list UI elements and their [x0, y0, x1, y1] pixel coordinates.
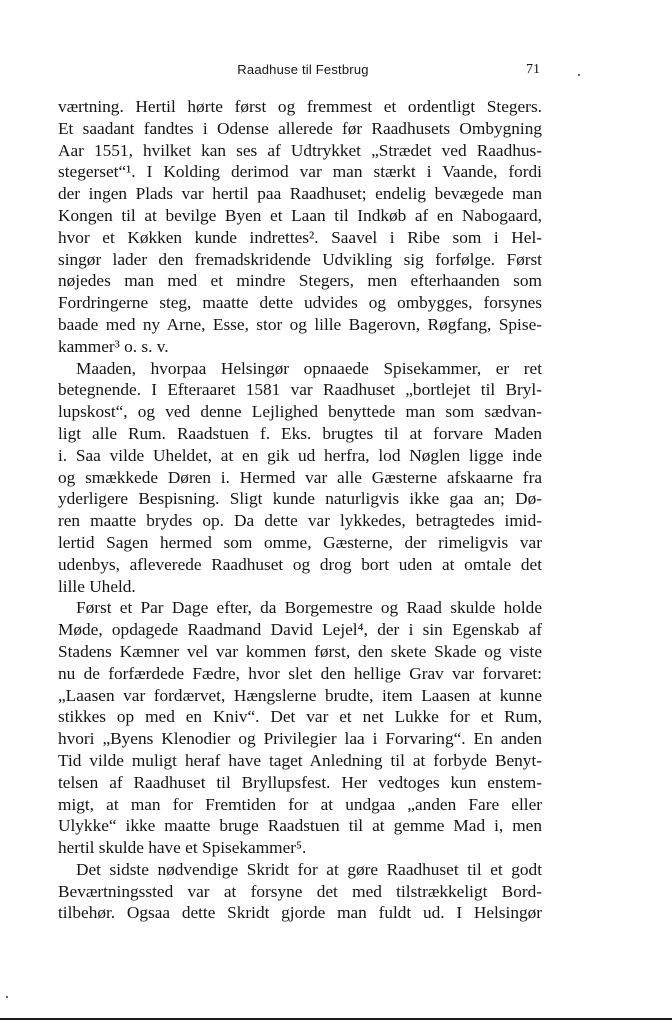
- text-line: telsen af Raadhuset til Bryllupsfest. Her vedtoges kun enstem-: [58, 772, 542, 792]
- text-line: ren maatte brydes op. Da dette var lykkedes, betragtedes imid-: [58, 511, 542, 531]
- text-line: der ingen Plads var hertil paa Raadhuset; endelig bevægede man: [58, 184, 542, 204]
- text-line: hvori „Byens Klenodier og Privilegier laa i Forvaring“. En anden: [58, 729, 542, 749]
- scan-speck: [6, 996, 8, 998]
- text-line: ligt alle Rum. Raadstuen f. Eks. brugtes til at forvare Maden: [58, 423, 542, 443]
- paragraph-1: [58, 96, 542, 358]
- text-line: singør lader den fremadskridende Udvikling sig forfølge. Først: [58, 249, 542, 269]
- text-line: Stadens Kæmner vel var kommen først, den skete Skade og viste: [58, 641, 542, 661]
- text-line: Tid vilde muligt heraf have taget Anledning til at forbyde Benyt-: [58, 750, 542, 770]
- text-line: i. Saa vilde Uheldet, at en gik ud herfra, lod Nøglen ligge inde: [58, 445, 542, 465]
- text-line: Fordringerne steg, maatte dette udvides og ombygges, forsynes: [58, 293, 542, 313]
- page-number: 71: [526, 62, 540, 77]
- text-line: migt, at man for Fremtiden for at undgaa „anden Fare eller: [58, 794, 542, 814]
- text-line: Ulykke“ ikke maatte bruge Raadstuen til at gemme Mad i, men: [58, 816, 542, 836]
- text-line: udenbys, afleverede Raadhuset og drog bort uden at omtale det: [58, 554, 542, 574]
- text-line: baade med ny Arne, Esse, stor og lille Bagerovn, Røgfang, Spise-: [58, 314, 542, 334]
- text-line: yderligere Bespisning. Sligt kunde naturligvis ikke gaa an; Dø-: [58, 489, 542, 509]
- text-line: tilbehør. Ogsaa dette Skridt gjorde man fuldt ud. I Helsingør: [58, 903, 542, 923]
- text-line: lertid Sagen hermed som omme, Gæsterne, der rimeligvis var: [58, 532, 542, 552]
- body-text: [58, 96, 542, 924]
- page-header: [58, 62, 548, 82]
- text-line: lupskost“, og ved denne Lejlighed benyttede man som sædvan-: [58, 402, 542, 422]
- text-line: Beværtningssted var at forsyne det med tilstrækkeligt Bord-: [58, 881, 542, 901]
- scan-bottom-edge: [0, 1018, 672, 1020]
- text-line: kammer³ o. s. v.: [58, 336, 169, 356]
- text-line: hertil skulde have et Spisekammer⁵.: [58, 838, 307, 858]
- text-line: nu de forfærdede Fædre, hvor slet den hellige Grav var forvaret:: [58, 663, 542, 683]
- text-line: nøjedes man med et mindre Stegers, men efterhaanden som: [58, 271, 542, 291]
- text-line: betegnende. I Efteraaret 1581 var Raadhuset „bortlejet til Bryl-: [58, 380, 542, 400]
- text-line: værtning. Hertil hørte først og fremmest et ordentligt Stegers.: [58, 97, 542, 116]
- text-line: Først et Par Dage efter, da Borgemestre og Raad skulde holde: [76, 598, 542, 618]
- text-line: Et saadant fandtes i Odense allerede før Raadhusets Ombygning: [58, 118, 542, 138]
- text-line: Aar 1551, hvilket kan ses af Udtrykket „Strædet ved Raadhus-: [58, 140, 542, 160]
- text-line: Det sidste nødvendige Skridt for at gøre Raadhuset til et godt: [76, 859, 542, 879]
- text-line: og smækkede Døren i. Hermed var alle Gæsterne afskaarne fra: [58, 467, 542, 487]
- text-line: stegerset“¹. I Kolding derimod var man stærkt i Vaande, fordi: [58, 162, 542, 182]
- text-line: stikkes op med en Kniv“. Det var et net Lukke for et Rum,: [58, 707, 542, 727]
- text-line: hvor et Køkken kunde indrettes². Saavel i Ribe som i Hel-: [58, 227, 542, 247]
- text-line: lille Uheld.: [58, 576, 136, 596]
- text-line: „Laasen var fordærvet, Hængslerne brudte, item Laasen at kunne: [58, 685, 542, 705]
- text-line: Maaden, hvorpaa Helsingør opnaaede Spisekammer, er ret: [76, 358, 542, 378]
- paragraph-2: [58, 358, 542, 598]
- running-title: Raadhuse til Festbrug: [237, 62, 369, 77]
- paragraph-3: [58, 597, 542, 859]
- paragraph-4: [58, 859, 542, 924]
- text-line: Kongen til at bevilge Byen et Laan til Indkøb af en Nabogaard,: [58, 205, 542, 225]
- text-line: Møde, opdagede Raadmand David Lejel⁴, der i sin Egenskab af: [58, 620, 542, 640]
- scan-speck: [578, 74, 580, 76]
